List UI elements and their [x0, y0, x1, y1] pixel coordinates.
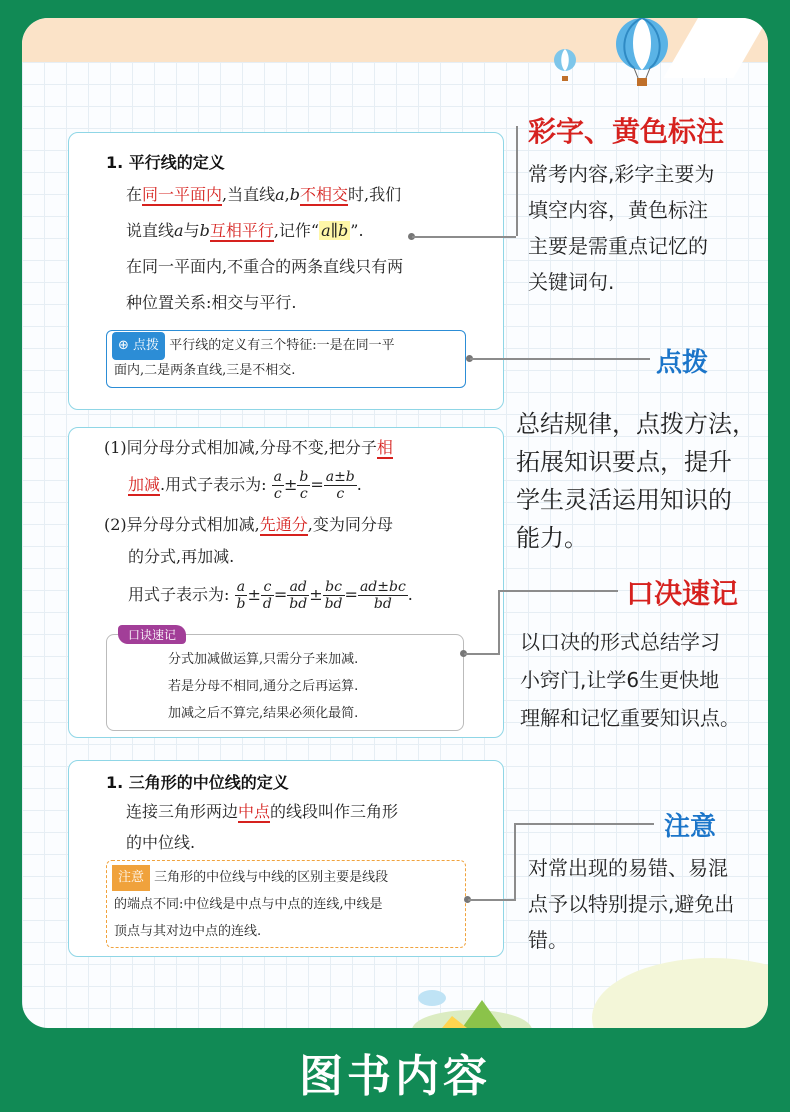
side-title-note: 注意	[664, 812, 717, 842]
side-title-tip: 点拨	[656, 348, 709, 378]
card1-line4: 种位置关系:相交与平行.	[126, 293, 297, 312]
fill-blank-term: 中点	[238, 802, 271, 821]
side-desc-line: 点予以特别提示,避免出	[528, 892, 735, 916]
var-b: b	[199, 221, 210, 240]
side-desc-line: 以口决的形式总结学习	[520, 630, 720, 654]
fill-blank-term: 同一平面内	[142, 185, 223, 204]
side-desc-line: 总结规律，点拨方法，	[516, 410, 756, 438]
side-desc-line: 填空内容，黄色标注	[528, 198, 708, 222]
side-title-mnemonic: 口决速记	[626, 577, 739, 610]
fill-blank-term: 相	[376, 438, 393, 457]
side-desc-line: 小窍门,让学6生更快地	[520, 668, 720, 692]
text: 与	[183, 221, 200, 240]
card1-line3: 在同一平面内,不重合的两条直线只有两	[126, 257, 404, 276]
text: 时,我们	[348, 185, 402, 204]
text: ,当直线	[222, 185, 276, 204]
var-a: a	[174, 221, 184, 240]
fill-blank-term: 加减	[128, 475, 161, 494]
note-line3: 顶点与其对边中点的连线.	[114, 924, 262, 939]
side-desc-line: 拓展知识要点，提升	[516, 448, 732, 476]
card3-line2: 的中位线.	[126, 833, 196, 852]
card3-line1	[126, 795, 398, 829]
text: 连接三角形两边	[126, 802, 239, 821]
mnemonic-line2: 若是分母不相同,通分之后再运算.	[168, 679, 359, 694]
side-desc-line: 理解和记忆重要知识点。	[520, 706, 740, 730]
fill-blank-term: 不相交	[300, 185, 349, 204]
side-desc-line: 常考内容,彩字主要为	[528, 162, 715, 186]
note-line2: 的端点不同:中位线是中点与中点的连线,中线是	[114, 897, 383, 912]
text: ,记作“	[273, 221, 320, 240]
fraction: $\frac{a}{c}$	[273, 469, 282, 502]
text: ,变为同分母	[307, 515, 393, 534]
side-desc-line: 错。	[528, 928, 568, 952]
side-desc-line: 对常出现的易错、易混	[528, 856, 728, 880]
text: (2)异分母分式相加减,	[104, 515, 260, 534]
card3-heading: 1. 三角形的中位线的定义	[106, 773, 289, 792]
fraction: $\frac{a}{b}$	[236, 579, 246, 612]
text: 在	[126, 185, 143, 204]
card1-heading: 1. 平行线的定义	[106, 153, 225, 172]
connector-line	[464, 653, 500, 655]
card1-line2	[126, 214, 364, 248]
side-desc-line: 能力。	[516, 524, 588, 552]
side-desc-line: 关键词句.	[528, 270, 615, 294]
mnemonic-tag: 口诀速记	[118, 625, 186, 644]
note-line1	[112, 865, 388, 891]
connector-line	[498, 590, 618, 592]
yellow-highlight: a∥b	[321, 221, 349, 240]
card1-line1	[126, 178, 401, 212]
tip-line2: 面内,二是两条直线,三是不相交.	[114, 363, 296, 378]
text: .用式子表示为:	[160, 475, 267, 494]
note-tag: 注意	[112, 865, 150, 891]
var-a: a	[275, 185, 285, 204]
fraction: $\frac{ad\pm bc}{bd}$	[359, 579, 406, 612]
card2-line1	[104, 431, 393, 465]
text: 三角形的中位线与中线的区别主要是线段	[154, 870, 389, 885]
text: ,	[284, 185, 290, 204]
tip-label: 点拨	[133, 338, 160, 353]
text: (1)同分母分式相加减,分母不变,把分子	[104, 438, 377, 457]
text: 说直线	[126, 221, 175, 240]
card2-line5: 用式子表示为: $\frac{a}{b}$ ± $\frac{c}{d}$ = $\frac{ad}{bd}$ ± $\frac{bc}{bd}$ = $\frac{ad\pm bc}{bd}$ .	[128, 579, 413, 612]
text: 平行线的定义有三个特征:一是在同一平	[169, 338, 395, 353]
connector-line	[514, 823, 654, 825]
text: 的线段叫作三角形	[270, 802, 399, 821]
connector-line	[514, 823, 516, 900]
side-title-colored-text: 彩字、黄色标注	[528, 115, 725, 148]
mnemonic-line3: 加减之后不算完,结果必须化最简.	[168, 706, 359, 721]
side-desc-line: 主要是需重点记忆的	[528, 234, 708, 258]
small-balloon-icon	[552, 48, 578, 84]
var-b: b	[289, 185, 301, 204]
card2-line3	[104, 508, 393, 542]
tip-tag: ⊕ 点拨	[112, 332, 165, 360]
connector-line	[470, 358, 650, 360]
fraction: $\frac{ad}{bd}$	[289, 579, 308, 612]
connector-line	[516, 126, 518, 236]
fraction: $\frac{bc}{bd}$	[324, 579, 343, 612]
hot-air-balloon-icon	[612, 18, 672, 90]
card2-line2: 加减.用式子表示为: $\frac{a}{c}$ ± $\frac{b}{c}$ = $\frac{a\pm b}{c}$ .	[128, 469, 362, 502]
fraction: $\frac{a\pm b}{c}$	[325, 469, 355, 502]
mnemonic-line1: 分式加减做运算,只需分子来加减.	[168, 652, 359, 667]
fraction: $\frac{b}{c}$	[299, 469, 309, 502]
fraction: $\frac{c}{d}$	[262, 579, 272, 612]
tip-line1	[112, 332, 395, 360]
connector-line	[412, 236, 516, 238]
fill-blank-term: 先通分	[259, 515, 308, 534]
card2-line4: 的分式,再加减.	[128, 547, 235, 566]
connector-line	[498, 590, 500, 654]
connector-line	[468, 899, 516, 901]
footer-title: 图书内容	[299, 1051, 491, 1102]
text: 用式子表示为:	[128, 585, 230, 604]
text: ”.	[350, 221, 364, 240]
side-desc-line: 学生灵活运用知识的	[516, 486, 732, 514]
fill-blank-term: 互相平行	[209, 221, 274, 240]
